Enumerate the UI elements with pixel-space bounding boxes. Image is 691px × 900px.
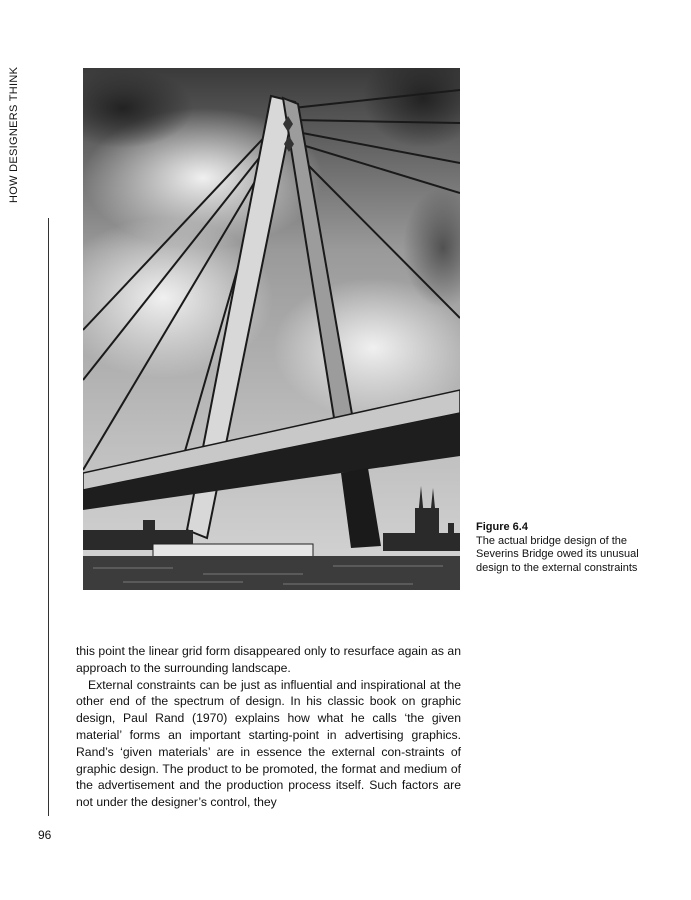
bridge-photo [83,68,460,590]
figure-caption [476,521,656,575]
bridge-illustration [83,68,460,590]
running-head: HOW DESIGNERS THINK [8,66,20,203]
margin-rule [48,218,49,816]
figure-label: Figure 6.4 [476,521,528,533]
body-text [76,643,461,811]
paragraph: External constraints can be just as influential and inspirational at the other end of the spectrum of design. In his classic book on graphic design, Paul Rand (1970) explains how what he calls ‘the given material’ forms an important starting-point in advertising graphics. Rand’s ‘given materials’ are in essence the external con-straints of graphic design. The product to be promoted, the format and medium of the advertisement and the production process itself. Such factors are not under the designer’s control, they [76,677,461,810]
page-number: 96 [38,828,52,842]
figure-caption-text: The actual bridge design of the Severins Bridge owed its unusual design to the external constraints [476,534,639,574]
paragraph: this point the linear grid form disappeared only to resurface again as an approach to the surrounding landscape. [76,644,461,675]
river [83,556,460,590]
